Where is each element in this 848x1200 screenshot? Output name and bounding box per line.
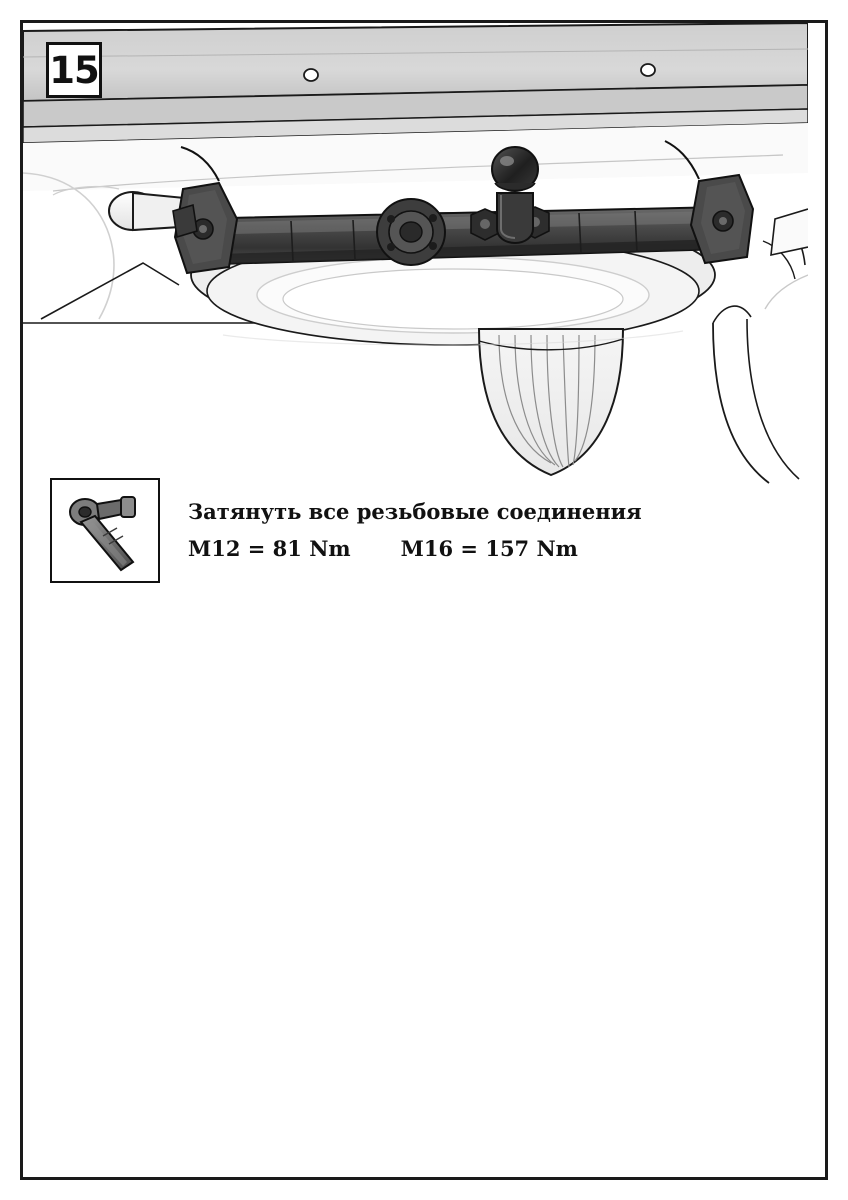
torque-spec-m12: M12 = 81 Nm [188, 536, 351, 562]
torque-spec-row [188, 536, 748, 561]
torque-wrench-icon [59, 488, 151, 576]
socket-flange-plate [377, 199, 445, 265]
instruction-text: Затянуть все резьбовые соединения [188, 499, 642, 524]
tool-icon-box [50, 478, 160, 583]
note-text [188, 498, 748, 561]
torque-spec-m16: M16 = 157 Nm [400, 536, 578, 562]
vehicle-rear-panel [23, 23, 808, 143]
tow-ball [492, 147, 538, 243]
step-number-badge [46, 42, 102, 98]
installation-illustration [23, 23, 808, 493]
step-number: 15 [49, 48, 99, 92]
instruction-note-block [50, 478, 750, 588]
